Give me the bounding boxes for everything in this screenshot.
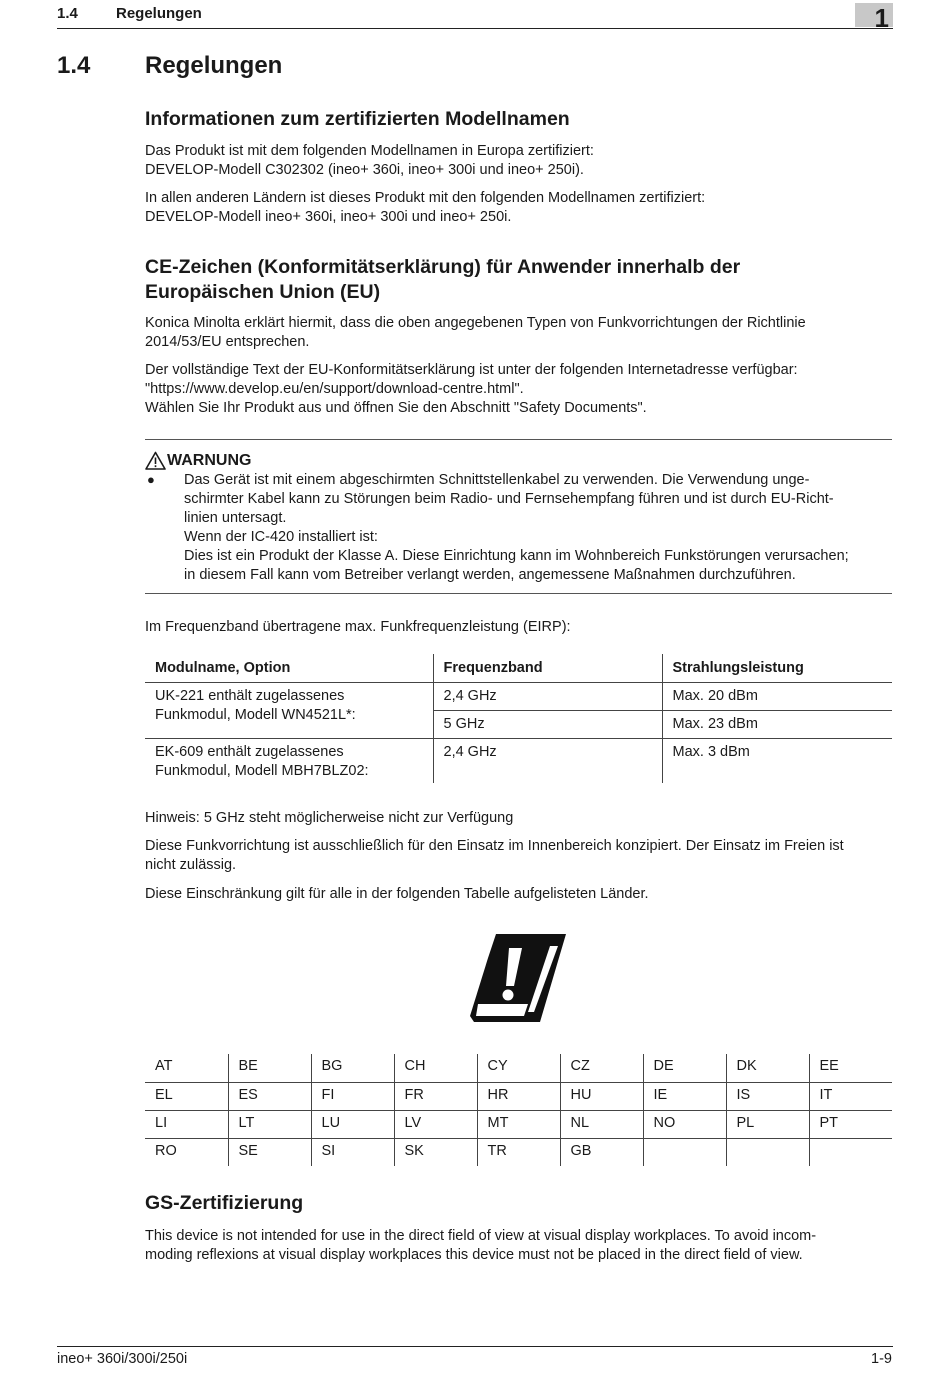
- country-cell: IS: [726, 1082, 809, 1110]
- country-cell: [726, 1138, 809, 1166]
- country-cell: EL: [145, 1082, 228, 1110]
- warning-line: Das Gerät ist mit einem abgeschirmten Schnittstellenkabel zu verwenden. Die Verwendung unge-: [184, 472, 810, 488]
- country-cell: CZ: [560, 1054, 643, 1082]
- country-cell: BG: [311, 1054, 394, 1082]
- gs-section-heading: GS-Zertifizierung: [145, 1192, 304, 1214]
- country-cell: EE: [809, 1054, 892, 1082]
- ce-paragraph-1: Konica Minolta erklärt hiermit, dass die oben angegebenen Typen von Funkvorrichtungen der Richtlinie 2014/53/EU entsprechen.: [145, 315, 806, 350]
- warning-line: Wenn der IC-420 installiert ist:: [184, 529, 378, 545]
- restriction-book-exclamation-icon: [466, 928, 572, 1029]
- country-cell: ES: [228, 1082, 311, 1110]
- header-section-number: 1.4: [57, 5, 78, 22]
- ce-section-heading: [145, 255, 740, 305]
- footer-rule: [57, 1346, 893, 1347]
- country-cell: DE: [643, 1054, 726, 1082]
- country-cell: TR: [477, 1138, 560, 1166]
- country-cell: DK: [726, 1054, 809, 1082]
- footer-model: ineo+ 360i/300i/250i: [57, 1351, 188, 1367]
- section-title: Regelungen: [145, 52, 283, 79]
- warning-line: linien untersagt.: [184, 510, 287, 526]
- country-cell: [809, 1138, 892, 1166]
- warning-heading: [145, 451, 251, 470]
- hint-note: Hinweis: 5 GHz steht möglicherweise nicht zur Verfügung: [145, 810, 514, 826]
- warning-top-rule: [145, 439, 892, 440]
- module-cell: UK-221 enthält zugelassenes Funkmodul, Modell WN4521L*:: [145, 682, 433, 738]
- country-cell: SK: [394, 1138, 477, 1166]
- warning-bottom-rule: [145, 593, 892, 594]
- warning-triangle-icon: [145, 451, 166, 470]
- model-section-heading: Informationen zum zertifizierten Modellnamen: [145, 108, 570, 130]
- section-number: 1.4: [57, 52, 91, 79]
- chapter-tab: 1: [855, 3, 893, 27]
- country-cell: CH: [394, 1054, 477, 1082]
- power-cell: Max. 23 dBm: [662, 710, 892, 738]
- band-cell: 2,4 GHz: [433, 738, 662, 783]
- country-cell: LI: [145, 1110, 228, 1138]
- ce-heading-line-1: CE-Zeichen (Konformitätserklärung) für Anwender innerhalb der: [145, 256, 741, 278]
- table-row: [145, 1138, 892, 1166]
- frequency-intro: Im Frequenzband übertragene max. Funkfrequenzleistung (EIRP):: [145, 619, 571, 635]
- country-cell: CY: [477, 1054, 560, 1082]
- gs-paragraph: This device is not intended for use in the direct field of view at visual display workplaces. To avoid incom- moding reflexions at visual display workplaces this device must not be placed in the direct field of view.: [145, 1228, 817, 1263]
- header-section-title: Regelungen: [116, 5, 202, 22]
- warning-line: Dies ist ein Produkt der Klasse A. Diese Einrichtung kann im Wohnbereich Funkstörungen verursachen;: [184, 548, 849, 564]
- country-cell: [643, 1138, 726, 1166]
- column-header: Strahlungsleistung: [662, 654, 892, 682]
- country-cell: HR: [477, 1082, 560, 1110]
- table-row: [145, 738, 892, 783]
- header-rule: [57, 28, 893, 29]
- country-cell: RO: [155, 1142, 177, 1159]
- module-table: [145, 654, 892, 783]
- table-row: [145, 682, 892, 710]
- table-header-row: [145, 654, 892, 682]
- country-cell: BE: [228, 1054, 311, 1082]
- country-cell: IT: [809, 1082, 892, 1110]
- country-cell: NL: [560, 1110, 643, 1138]
- power-cell: Max. 20 dBm: [662, 682, 892, 710]
- country-cell: MT: [477, 1110, 560, 1138]
- warning-bullet: ●: [147, 472, 155, 487]
- warning-label: WARNUNG: [167, 451, 252, 469]
- band-cell: 2,4 GHz: [433, 682, 662, 710]
- column-header: Modulname, Option: [145, 654, 433, 682]
- power-cell: Max. 3 dBm: [662, 738, 892, 783]
- indoor-note: Diese Funkvorrichtung ist ausschließlich für den Einsatz im Innenbereich konzipiert. Der Einsatz im Freien ist nicht zulässig.: [145, 838, 844, 873]
- warning-line: schirmter Kabel kann zu Störungen beim Radio- und Fernsehempfang führen und ist durch EU-Richt-: [184, 491, 834, 507]
- country-cell: SI: [311, 1138, 394, 1166]
- table-row: [145, 1110, 892, 1138]
- footer-page-number: 1-9: [871, 1351, 892, 1367]
- country-cell: FI: [311, 1082, 394, 1110]
- country-cell: PT: [809, 1110, 892, 1138]
- band-cell: 5 GHz: [433, 710, 662, 738]
- country-cell: SE: [228, 1138, 311, 1166]
- country-cell: HU: [560, 1082, 643, 1110]
- module-cell: EK-609 enthält zugelassenes Funkmodul, Modell MBH7BLZ02:: [155, 743, 369, 779]
- country-cell: PL: [726, 1110, 809, 1138]
- warning-line: in diesem Fall kann vom Betreiber verlangt werden, angemessene Maßnahmen durchzuführen.: [184, 567, 796, 583]
- warning-text: [184, 471, 892, 585]
- country-cell: LT: [228, 1110, 311, 1138]
- column-header: Frequenzband: [433, 654, 662, 682]
- table-row: [145, 1054, 892, 1082]
- country-table: [145, 1054, 892, 1166]
- country-cell: GB: [560, 1138, 643, 1166]
- country-cell: AT: [145, 1054, 228, 1082]
- country-cell: LU: [311, 1110, 394, 1138]
- ce-paragraph-2: Der vollständige Text der EU-Konformitätserklärung ist unter der folgenden Internetadresse verfügbar: "https://www.develop.eu/en/support/download-centre.html". Wählen Sie Ihr Produkt aus und öffnen Sie den Abschnitt "Safety Documents".: [145, 362, 798, 416]
- country-cell: LV: [394, 1110, 477, 1138]
- table-row: [145, 1082, 892, 1110]
- country-cell: IE: [643, 1082, 726, 1110]
- ce-heading-line-2: Europäischen Union (EU): [145, 281, 381, 303]
- country-cell: FR: [394, 1082, 477, 1110]
- country-cell: NO: [643, 1110, 726, 1138]
- restriction-note: Diese Einschränkung gilt für alle in der folgenden Tabelle aufgelisteten Länder.: [145, 886, 649, 902]
- model-paragraph-2: In allen anderen Ländern ist dieses Produkt mit den folgenden Modellnamen zertifiziert: DEVELOP-Modell ineo+ 360i, ineo+ 300i und ineo+ 250i.: [145, 190, 706, 225]
- model-paragraph-1: Das Produkt ist mit dem folgenden Modellnamen in Europa zertifiziert: DEVELOP-Modell C302302 (ineo+ 360i, ineo+ 300i und ineo+ 250i).: [145, 143, 594, 178]
